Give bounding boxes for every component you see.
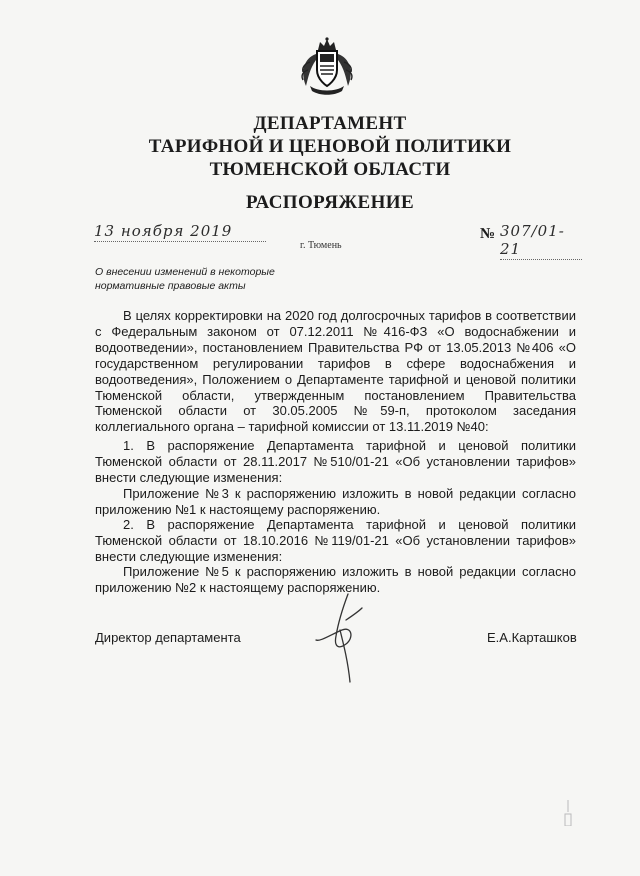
handwritten-date: 13 ноября 2019: [94, 222, 266, 242]
department-name-line2: ТАРИФНОЙ И ЦЕНОВОЙ ПОЛИТИКИ: [148, 136, 512, 157]
item-1-appendix-paragraph: Приложение №3 к распоряжению изложить в новой редакции согласно приложению №1 к настоящему распоряжению.: [95, 486, 576, 517]
number-sign: №: [480, 226, 496, 242]
item-2-paragraph: 2. В распоряжение Департамента тарифной и ценовой политики Тюменской области от 18.10.2016 №119/01-21 «Об установлении тарифов» внести следующие изменения:: [95, 517, 576, 564]
signatory-role: Директор департамента: [95, 630, 241, 645]
department-name-line1: ДЕПАРТАМЕНТ: [253, 113, 407, 134]
city-label: г. Тюмень: [300, 240, 342, 251]
item-1-paragraph: 1. В распоряжение Департамента тарифной и ценовой политики Тюменской области от 28.11.2017 №510/01-21 «Об установлении тарифов» внести следующие изменения:: [95, 438, 576, 485]
signatory-name: Е.А.Карташков: [487, 630, 577, 645]
document-subject: О внесении изменений в некоторые нормативные правовые акты: [95, 266, 275, 292]
department-name-line3: ТЮМЕНСКОЙ ОБЛАСТИ: [209, 159, 451, 180]
preamble-paragraph: В целях корректировки на 2020 год долгосрочных тарифов в соответствии с Федеральным законом от 07.12.2011 №416-ФЗ «О водоснабжении и водоотведении», постановлением Правительства РФ от 13.05.2013 №406 «О государственном регулировании тарифов в сфере водоснабжения и водоотведения», Положением о Департаменте тарифной и ценовой политики Тюменской области, утвержденным постановлением Правительства Тюменской области от 30.05.2005 №59-п, протоколом заседания коллегиального органа – тарифной комиссии от 13.11.2019 №40:: [95, 308, 576, 435]
document-type-title: РАСПОРЯЖЕНИЕ: [245, 192, 415, 213]
handwritten-order-number: 307/01-21: [500, 222, 582, 260]
item-2-appendix-paragraph: Приложение №5 к распоряжению изложить в новой редакции согласно приложению №2 к настоящему распоряжению.: [95, 564, 576, 595]
coat-of-arms-icon: [296, 36, 358, 98]
handwritten-signature-icon: [312, 590, 382, 686]
scan-artifact-mark: [562, 800, 574, 826]
